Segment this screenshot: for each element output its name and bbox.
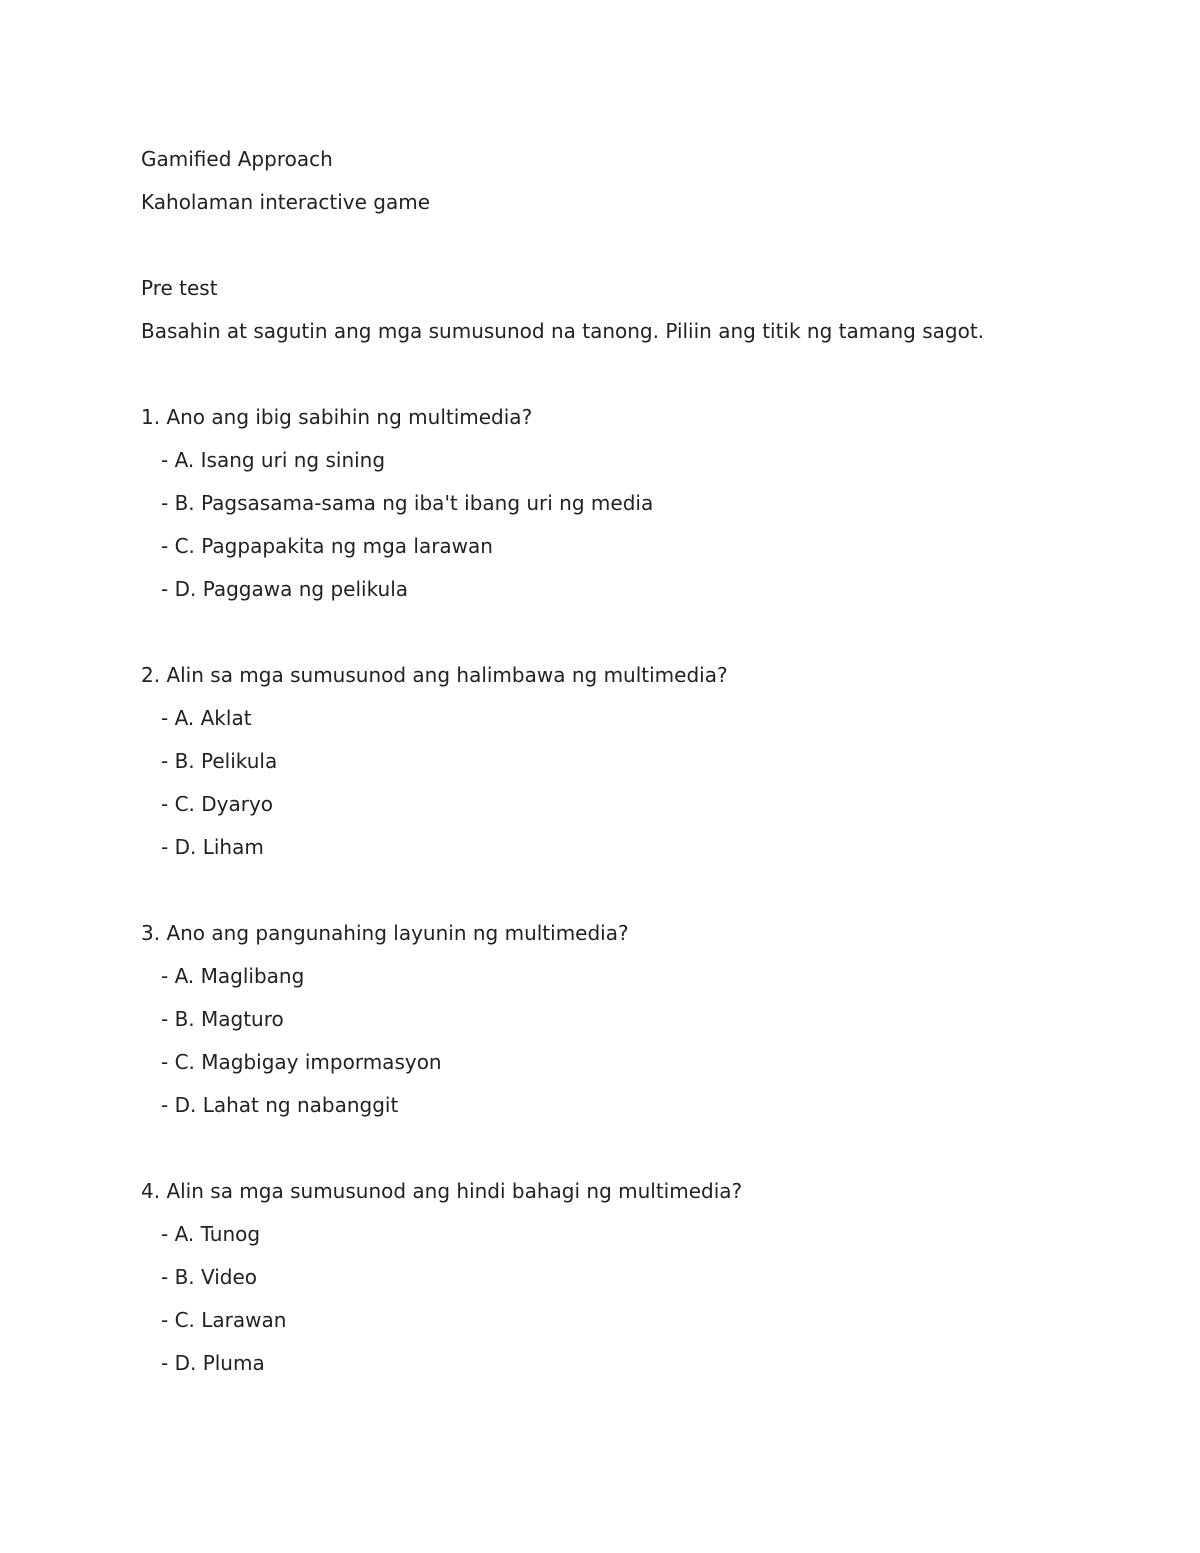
option-b: - B. Magturo [161,1007,284,1031]
option-b: - B. Pelikula [161,749,278,773]
option-a: - A. Maglibang [161,964,305,988]
question-4 [141,1170,1101,1385]
option-b: - B. Pagsasama-sama ng iba't ibang uri ng media [161,491,654,515]
question-3 [141,912,1101,1127]
question-text: 1. Ano ang ibig sabihin ng multimedia? [141,405,533,429]
question-text: 3. Ano ang pangunahing layunin ng multimedia? [141,921,629,945]
option-b: - B. Video [161,1265,258,1289]
option-d: - D. Pluma [161,1351,265,1375]
spacer [141,353,1101,396]
test-instructions: Basahin at sagutin ang mga sumusunod na tanong. Piliin ang titik ng tamang sagot. [141,319,985,343]
question-2 [141,654,1101,869]
document-title: Gamified Approach [141,147,333,171]
question-text: 2. Alin sa mga sumusunod ang halimbawa ng multimedia? [141,663,728,687]
spacer [141,224,1101,267]
option-c: - C. Pagpapakita ng mga larawan [161,534,493,558]
option-d: - D. Liham [161,835,264,859]
question-text: 4. Alin sa mga sumusunod ang hindi bahagi ng multimedia? [141,1179,743,1203]
document-page [141,138,1101,1385]
option-c: - C. Magbigay impormasyon [161,1050,442,1074]
option-d: - D. Paggawa ng pelikula [161,577,409,601]
document-subtitle: Kaholaman interactive game [141,190,431,214]
option-c: - C. Dyaryo [161,792,274,816]
option-a: - A. Aklat [161,706,252,730]
option-a: - A. Tunog [161,1222,261,1246]
spacer [141,1127,1101,1170]
option-d: - D. Lahat ng nabanggit [161,1093,399,1117]
option-a: - A. Isang uri ng sining [161,448,386,472]
spacer [141,869,1101,912]
spacer [141,611,1101,654]
question-1 [141,396,1101,611]
option-c: - C. Larawan [161,1308,287,1332]
test-label: Pre test [141,276,218,300]
